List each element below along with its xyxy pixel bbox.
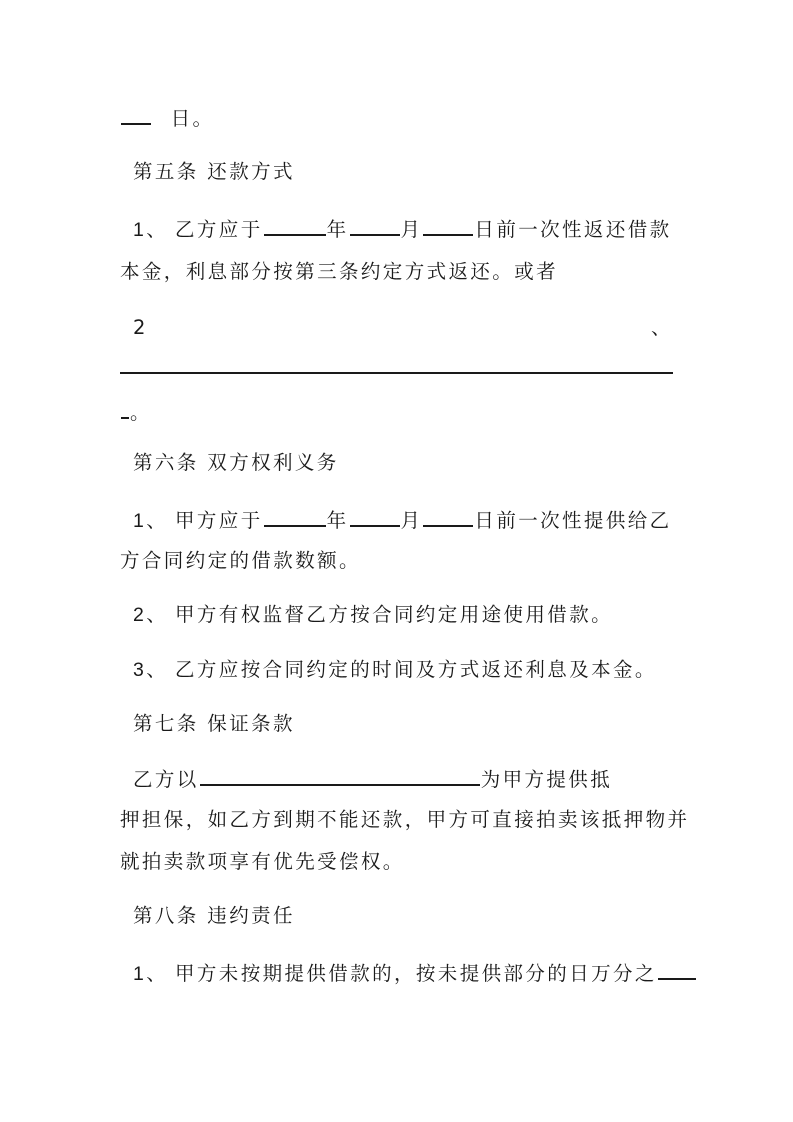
- blank-day[interactable]: [423, 214, 473, 236]
- text: 甲方有权监督乙方按合同约定用途使用借款。: [175, 603, 614, 626]
- item-number: 2: [133, 316, 148, 339]
- item-number: 2、: [133, 604, 169, 626]
- text: 月: [400, 509, 423, 532]
- article-5-item-2: [133, 314, 686, 342]
- item-number: 1、: [133, 219, 169, 241]
- blank-month[interactable]: [350, 505, 400, 527]
- text: 甲方未按期提供借款的，按未提供部分的日万分之: [175, 962, 657, 985]
- article-6-title: 第六条 双方权利义务: [133, 451, 339, 474]
- blank-year[interactable]: [264, 505, 326, 527]
- article-6-item-3: [133, 656, 686, 684]
- item-number: 1、: [133, 510, 169, 532]
- blank-field[interactable]: [121, 397, 129, 419]
- article-6-item-1: [133, 505, 686, 535]
- article-7-body: [133, 764, 686, 794]
- text: 、: [651, 316, 673, 339]
- blank-month[interactable]: [350, 214, 400, 236]
- article-5-item-1-cont: 本金，利息部分按第三条约定方式返还。或者: [120, 260, 559, 283]
- text: 日。: [170, 107, 215, 130]
- article-7-body-cont-2: 就拍卖款项享有优先受偿权。: [120, 850, 405, 873]
- text: 为甲方提供抵: [480, 768, 613, 791]
- item-number: 3、: [133, 659, 169, 681]
- blank-collateral[interactable]: [200, 764, 480, 786]
- text: 日前一次性返还借款: [474, 218, 672, 241]
- article-7-body-cont-1: 押担保，如乙方到期不能还款，甲方可直接拍卖该抵押物并: [120, 808, 690, 831]
- blank-long-line[interactable]: [120, 372, 673, 374]
- blank-field[interactable]: [121, 103, 151, 125]
- article-5-item-2-end: [120, 397, 673, 427]
- text: 乙方应于: [175, 218, 263, 241]
- blank-day[interactable]: [423, 505, 473, 527]
- text: 。: [130, 401, 152, 424]
- blank-rate[interactable]: [658, 958, 696, 980]
- text: 年: [326, 509, 349, 532]
- line-date-end: [120, 103, 673, 133]
- text: 甲方应于: [175, 509, 263, 532]
- article-8-title: 第八条 违约责任: [133, 904, 295, 927]
- text: 月: [400, 218, 423, 241]
- item-number: 1、: [133, 963, 169, 985]
- text: 日前一次性提供给乙: [474, 509, 672, 532]
- article-6-item-1-cont: 方合同约定的借款数额。: [120, 549, 361, 572]
- text: 乙方应按合同约定的时间及方式返还利息及本金。: [175, 658, 657, 681]
- article-6-item-2: [133, 601, 686, 629]
- article-8-item-1: [133, 958, 686, 988]
- blank-year[interactable]: [264, 214, 326, 236]
- article-5-title: 第五条 还款方式: [133, 160, 295, 183]
- article-5-item-1: [133, 214, 686, 244]
- article-7-title: 第七条 保证条款: [133, 712, 295, 735]
- text: 年: [326, 218, 349, 241]
- text: 乙方以: [133, 768, 199, 791]
